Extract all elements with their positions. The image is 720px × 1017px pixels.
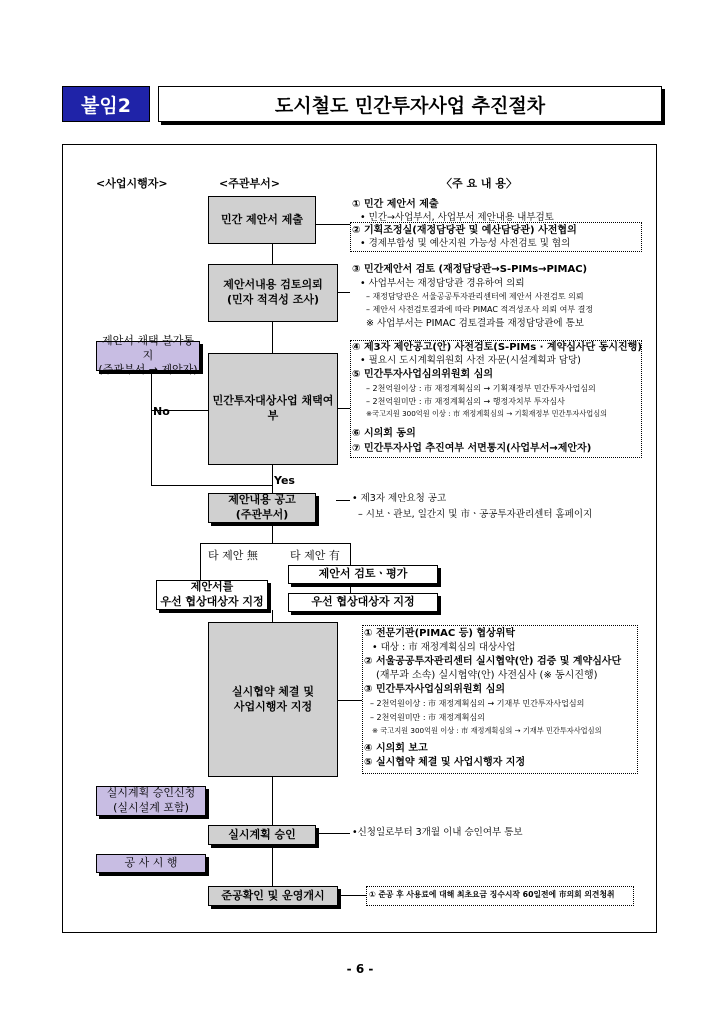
- box-agreement-operator: [208, 622, 338, 777]
- box-label: 사업시행자 지정: [233, 699, 313, 713]
- box-priority-negotiator-right: [288, 593, 438, 612]
- note-detail: ※국고지원 300억원 이상 : 市 재정계획심의 → 기획재정부 민간투자사업심의: [366, 409, 608, 418]
- label-no-other-proposal: 타 제안 無: [208, 549, 258, 562]
- box-label: 제안서 검토ㆍ평가: [318, 567, 408, 581]
- connector-line: [272, 775, 273, 825]
- box-proposal-evaluation: [288, 565, 438, 584]
- note-detail: • 대상 : 市 재정계획심의 대상사업: [372, 642, 516, 653]
- box-adoption-decision: [208, 353, 338, 465]
- box-label: (주관부서): [235, 508, 289, 521]
- box-label: 준공확인 및 운영개시: [221, 888, 325, 902]
- box-label: 실시계획 승인신청: [106, 786, 196, 800]
- note-step: ⑤ 실시협약 체결 및 사업시행자 지정: [364, 757, 526, 768]
- note-step: ⑤ 민간투자사업심의위원회 심의: [352, 369, 494, 380]
- column-header-operator: <사업시행자>: [96, 177, 168, 190]
- box-label: 제안서 채택 불가통지: [101, 333, 194, 362]
- box-label: 민간 제안서 제출: [220, 212, 304, 226]
- note-step: ① 준공 후 사용료에 대해 최초요금 징수시작 60일전에 市의회 의견청취: [369, 890, 615, 899]
- page-number: - 6 -: [346, 962, 374, 976]
- connector-line: [336, 700, 362, 701]
- connector-line: [272, 463, 273, 493]
- box-label: (주관부서 → 제안자): [98, 363, 198, 377]
- connector-line: [314, 224, 350, 225]
- connector-line: [272, 242, 273, 264]
- note-detail: ※ 국고지원 300억원 이상 : 市 재정계획심의 → 기재부 민간투자사업심의: [372, 726, 602, 735]
- note-detail: – 2천억원이상 : 市 재정계획심의 → 기획재정부 민간투자사업심의: [366, 384, 596, 393]
- note-detail: ※ 사업부서는 PIMAC 검토결과를 재정담당관에 통보: [366, 318, 584, 329]
- note-step: ① 민간 제안서 제출: [352, 199, 439, 210]
- box-proposal-submit: [208, 196, 316, 244]
- connector-line: [272, 521, 273, 543]
- label-other-proposal: 타 제안 有: [290, 549, 340, 562]
- note-step: ⑦ 민간투자사업 추진여부 서면통지(사업부서→제안자): [352, 443, 592, 454]
- connector-line: [200, 543, 201, 580]
- note-detail: • 제3자 제안요청 공고: [352, 493, 447, 504]
- box-label: 우선 협상대상자 지정: [311, 595, 415, 609]
- connector-line: [272, 843, 273, 886]
- box-construction: [96, 854, 206, 873]
- note-step: ① 전문기관(PIMAC 등) 협상위탁: [364, 628, 516, 639]
- connector-line: [272, 610, 273, 622]
- column-header-supervisor: <주관부서>: [219, 177, 280, 190]
- box-proposal-announcement: [208, 493, 316, 523]
- connector-line: [336, 500, 350, 501]
- note-detail: • 사업부서는 재정담당관 경유하여 의뢰: [360, 278, 525, 289]
- box-label: (민자 적격성 조사): [226, 293, 320, 306]
- note-detail: – 2천억원미만 : 市 재정계획심의 → 행정자치부 투자심사: [366, 397, 565, 406]
- note-detail: – 시보ㆍ관보, 일간지 및 市ㆍ공공투자관리센터 홈페이지: [358, 509, 593, 520]
- connector-line: [350, 543, 351, 565]
- connector-line: [336, 408, 350, 409]
- connector-line: [151, 485, 272, 486]
- note-detail: – 2천억원이상 : 市 재정계획심의 → 기재부 민간투자사업심의: [370, 699, 585, 708]
- connector-line: [200, 543, 350, 544]
- box-label: 실시협약 체결 및: [231, 684, 315, 698]
- note-step: ② 서울공공투자관리센터 실시협약(안) 검증 및 계약심사단: [364, 656, 622, 667]
- box-label: 민간투자대상사업 채택여부: [212, 394, 334, 422]
- box-label: 우선 협상대상자 지정: [160, 595, 264, 608]
- note-step: ⑥ 시의회 동의: [352, 428, 416, 439]
- note-detail: • 경제부합성 및 예산지원 가능성 사전검토 및 협의: [360, 238, 571, 249]
- note-detail: – 재정담당관은 서울공공투자관리센터에 제안서 사전검토 의뢰: [366, 292, 584, 301]
- box-label: (실시설계 포함): [113, 801, 189, 814]
- note-step: ③ 민간제안서 검토 (재정담당관→S-PIMs→PIMAC): [352, 264, 588, 275]
- note-detail: • 필요시 도시계획위원회 사전 자문(시설계획과 담당): [360, 355, 581, 366]
- label-yes: Yes: [274, 474, 295, 487]
- box-label: 제안내용 공고: [228, 493, 296, 507]
- connector-line: [272, 320, 273, 353]
- note-detail: • 민간→사업부서, 사업부서 제안내용 내부검토: [360, 212, 554, 223]
- note-step: ④ 제3자 제안공고(안) 사전검토(S-PIMs · 계약심사단 동시진행): [352, 342, 642, 353]
- note-step: ④ 시의회 보고: [364, 743, 428, 754]
- column-header-content: 〈주 요 내 용〉: [441, 177, 517, 190]
- box-priority-negotiator-left: [156, 580, 268, 610]
- note-detail: – 제안서 사전검토결과에 따라 PIMAC 적격성조사 의뢰 여부 결정: [366, 305, 594, 314]
- box-label: 제안서내용 검토의뢰: [223, 278, 323, 292]
- box-rejection-notice: [96, 333, 200, 377]
- box-label: 제안서를: [190, 580, 234, 594]
- box-completion-operation: [208, 886, 338, 906]
- box-label: 공 사 시 행: [124, 856, 178, 870]
- box-proposal-review: [208, 264, 338, 322]
- box-plan-approval-request: [96, 786, 206, 816]
- connector-line: [336, 292, 350, 293]
- page-title: 도시철도 민간투자사업 추진절차: [158, 86, 662, 122]
- connector-line: [314, 833, 350, 834]
- box-label: 실시계획 승인: [228, 827, 296, 841]
- attachment-badge: 붙임2: [62, 86, 150, 122]
- note-detail: (재무과 소속) 실시협약(안) 사전심사 (※ 동시진행): [376, 670, 598, 681]
- box-plan-approval: [208, 825, 316, 845]
- note-detail: •신청일로부터 3개월 이내 승인여부 통보: [352, 827, 523, 838]
- note-step: ③ 민간투자사업심의위원회 심의: [364, 684, 506, 695]
- note-step: ② 기획조정실(재정담당관 및 예산담당관) 사전협의: [352, 225, 577, 236]
- connector-line: [336, 895, 366, 896]
- connector-line: [151, 370, 152, 485]
- note-detail: – 2천억원미만 : 市 재정계획심의: [370, 713, 485, 722]
- label-no: No: [153, 405, 170, 418]
